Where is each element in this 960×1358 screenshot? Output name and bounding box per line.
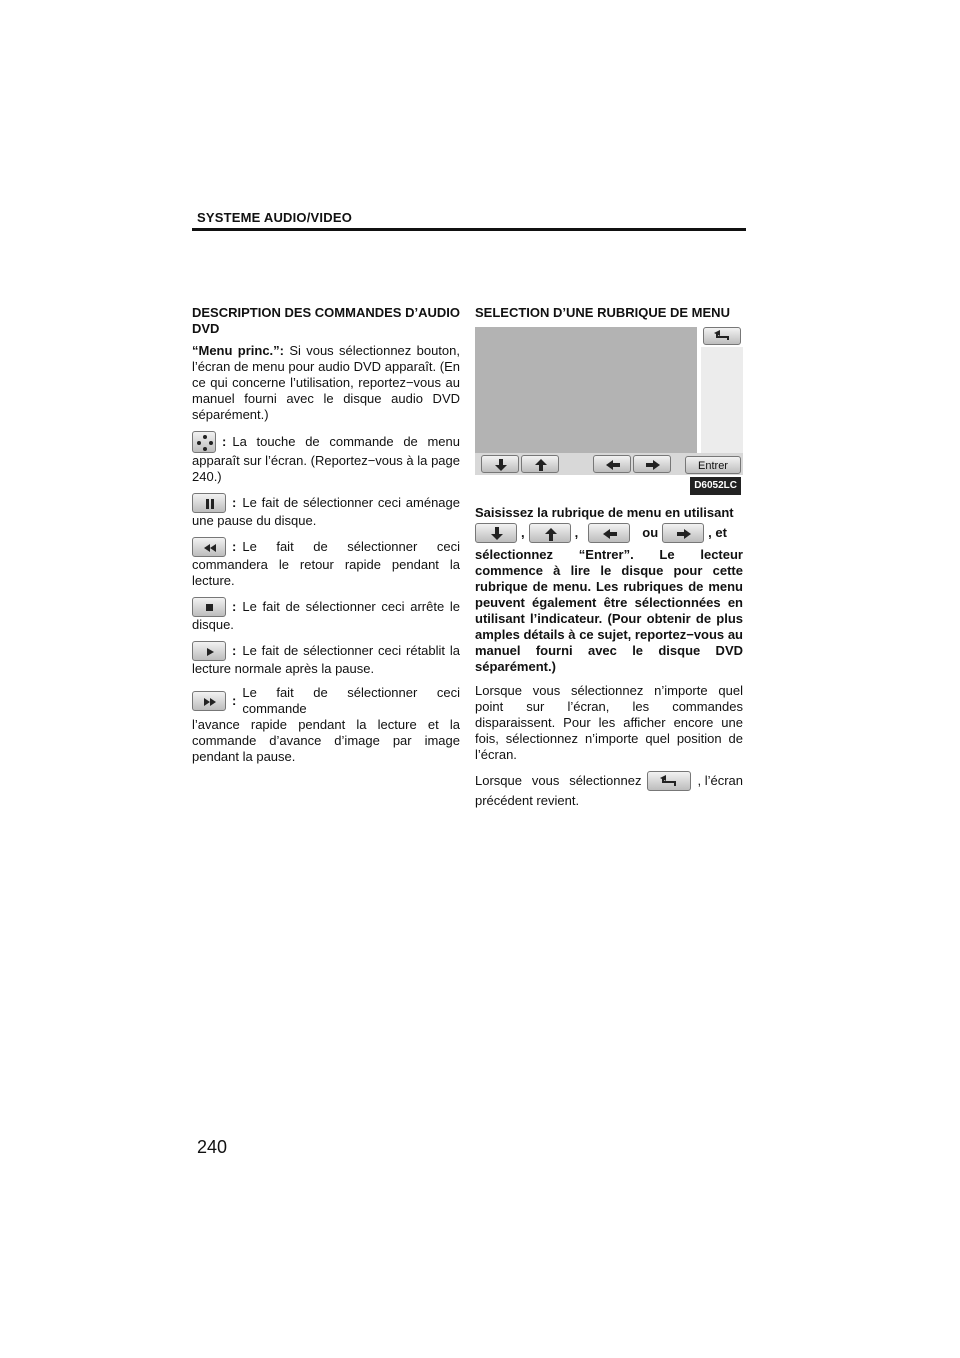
stop-icon [192,597,226,617]
menu-key-item [192,431,460,485]
item-first-line: La touche de commande de menu [232,434,460,449]
para1-rest: sélectionnez “Entrer”. Le lecteur commence à lire le disque pour cette rubrique de menu. Les rubriques de menu peuvent également être sélectionnées en utilisant l’indicateur. (Pour obtenir de plus amples détails à ce sujet, reportez−vous au manuel fourni avec le disque DVD séparément.) [475,547,743,674]
header-rule [192,228,746,231]
right-heading: SELECTION D’UNE RUBRIQUE DE MENU [475,305,730,320]
item-rest: apparaît sur l’écran. (Reportez−vous à la page 240.) [192,453,460,484]
right-arrow-icon [662,523,704,543]
rewind-icon [192,537,226,557]
separator: , [521,525,525,540]
separator: , et [708,525,727,540]
left-arrow-icon[interactable] [593,455,631,473]
colon: : [232,693,237,708]
page-number: 240 [197,1137,228,1157]
right-arrow-icon[interactable] [633,455,671,473]
fast-forward-item [192,685,460,765]
up-arrow-icon [529,523,571,543]
item-first-line: Le fait de sélectionner ceci arrête le [242,599,460,614]
item-rest: disque. [192,617,234,632]
pause-icon [192,493,226,513]
section-header: SYSTEME AUDIO/VIDEO [197,210,353,225]
item-rest: l’avance rapide pendant la lecture et la commande d’avance d’image par image pendant la pause. [192,717,460,764]
screen-side-panel [701,347,743,453]
para3-mid: , l’écran [697,773,743,788]
menu-princ-paragraph [192,343,460,423]
para3-line [475,771,743,791]
item-first-line: Le fait de sélectionner ceci rétablit la [242,643,460,658]
stop-item [192,597,460,633]
para3-end: précédent revient. [475,793,580,808]
item-rest: lecture normale après la pause. [192,661,375,676]
dvd-screen-illustration [475,327,743,497]
colon: : [222,434,227,449]
right-column [475,305,743,817]
menu-dots-icon [192,431,216,453]
left-column [192,305,460,773]
down-arrow-icon[interactable] [481,455,519,473]
separator: ou [642,525,659,540]
colon: : [232,495,237,510]
para2: Lorsque vous sélectionnez n’importe quel point sur l’écran, les commandes disparaissent. Pour les afficher encore une fois, sélectionnez n’importe quel position de l’écran. [475,683,743,762]
play-icon [192,641,226,661]
figure-code: D6052LC [690,477,741,495]
play-item [192,641,460,677]
menu-princ-text: Si vous sélectionnez bouton, l’écran de menu pour audio DVD apparaît. (En ce qui concerne l’utilisation, reportez−vous au manuel fourni avec le disque audio DVD séparément.) [192,343,460,422]
item-first-line: Le fait de sélectionner ceci commande [242,685,460,716]
back-icon[interactable] [703,327,741,345]
item-rest: une pause du disque. [192,513,317,528]
colon: : [232,539,237,554]
menu-princ-label: “Menu princ.”: [192,343,284,358]
pause-item [192,493,460,529]
rewind-item [192,537,460,589]
entrer-button[interactable]: Entrer [685,456,741,474]
screen-view-area [475,327,697,453]
item-first-line: Le fait de sélectionner ceci aménage [242,495,460,510]
left-heading: DESCRIPTION DES COMMANDES D’AUDIO DVD [192,305,460,336]
down-arrow-icon [475,523,517,543]
up-arrow-icon[interactable] [521,455,559,473]
arrow-buttons-row [475,523,743,543]
colon: : [232,643,237,658]
para3-start: Lorsque vous sélectionnez [475,773,642,788]
left-arrow-icon [588,523,630,543]
item-first-line: Le fait de sélectionner ceci [242,539,460,554]
separator: , [574,525,579,540]
fast-forward-icon [192,691,226,711]
colon: : [232,599,237,614]
item-rest: commandera le retour rapide pendant la lecture. [192,557,460,588]
back-icon [647,771,691,791]
para1-start: Saisissez la rubrique de menu en utilisant [475,505,734,520]
